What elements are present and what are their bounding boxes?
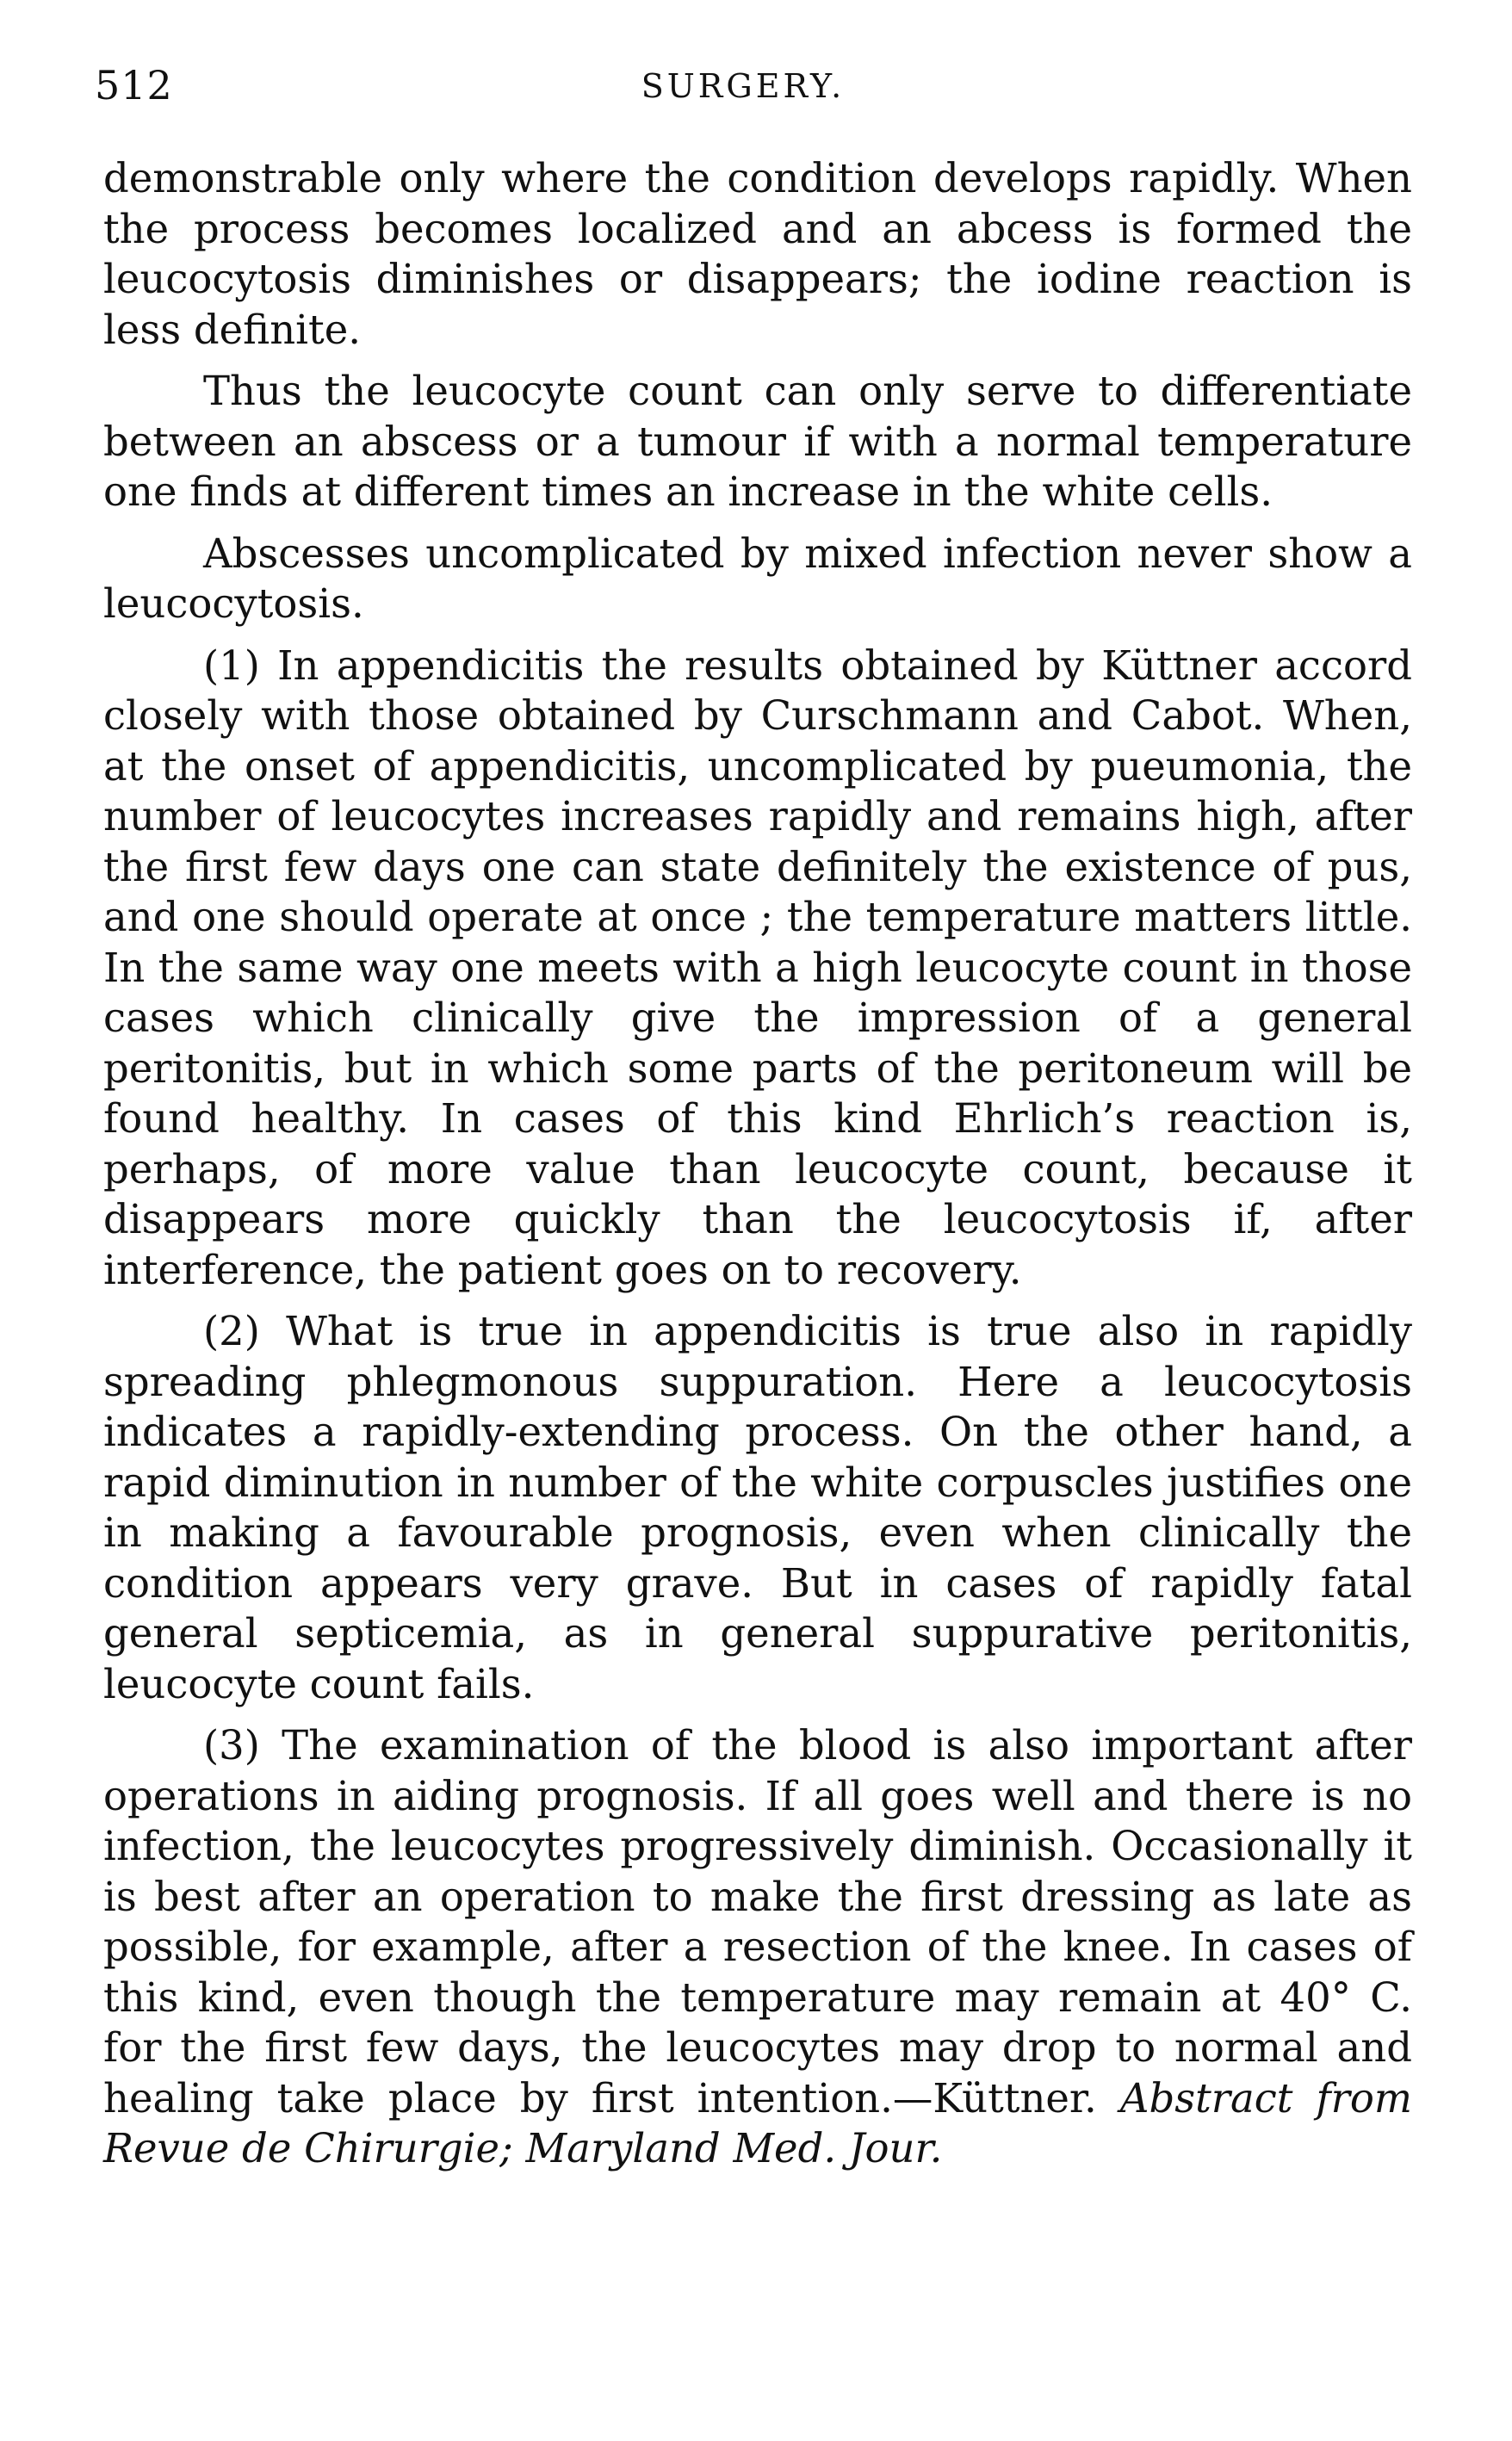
running-head: SURGERY. — [641, 67, 846, 105]
citation: Abstract from Revue de Chirurgie; Maryland Med. Jour. — [103, 2074, 1412, 2171]
page-header — [95, 62, 1391, 114]
page-number: 512 — [95, 62, 173, 108]
paragraph-suppuration: (2) What is true in appendicitis is true also in rapidly spreading phlegmonous suppuration. Here a leucocytosis indicates a rapidly-extending process. On the other hand, a rapid diminution in number of the white corpuscles justifies one in making a favourable prognosis, even when clinically the condition appears very grave. But in cases of rapidly fatal general septicemia, as in general suppurative peritonitis, leucocyte count fails. — [103, 1308, 1412, 1707]
paragraph-leucocyte-count: Thus the leucocyte count can only serve to differentiate between an abscess or a tumour if with a normal temperature one finds at different times an increase in the white cells. — [103, 368, 1412, 515]
paragraph-abscesses: Abscesses uncomplicated by mixed infection never show a leucocytosis. — [103, 530, 1412, 627]
paragraph-postoperative — [103, 1720, 1412, 2174]
body-text — [103, 153, 1412, 2185]
paragraph-continuation: demonstrable only where the condition develops rapidly. When the process becomes localized and an abcess is formed the leucocytosis diminishes or disappears; the iodine reaction is less definite. — [103, 155, 1412, 353]
paragraph-postoperative-text: (3) The examination of the blood is also important after operations in aiding prognosis. If all goes well and there is no infection, the leucocytes progressively diminish. Occasionally it is best after an operation to make the first dressing as late as possible, for example, after a resection of the knee. In cases of this kind, even though the temperature may remain at 40° C. for the first few days, the leucocytes may drop to normal and healing take place by first intention.—Küttner. — [103, 1722, 1412, 2122]
paragraph-appendicitis: (1) In appendicitis the results obtained by Küttner accord closely with those obtained by Curschmann and Cabot. When, at the onset of appendicitis, uncomplicated by pueumonia, the number of leucocytes increases rapidly and remains high, after the first few days one can state definitely the existence of pus, and one should operate at once ; the temperature matters little. In the same way one meets with a high leucocyte count in those cases which clinically give the impression of a general peritonitis, but in which some parts of the peritoneum will be found healthy. In cases of this kind Ehrlich’s reaction is, perhaps, of more value than leucocyte count, because it disappears more quickly than the leucocytosis if, after interference, the patient goes on to recovery. — [103, 641, 1412, 1293]
